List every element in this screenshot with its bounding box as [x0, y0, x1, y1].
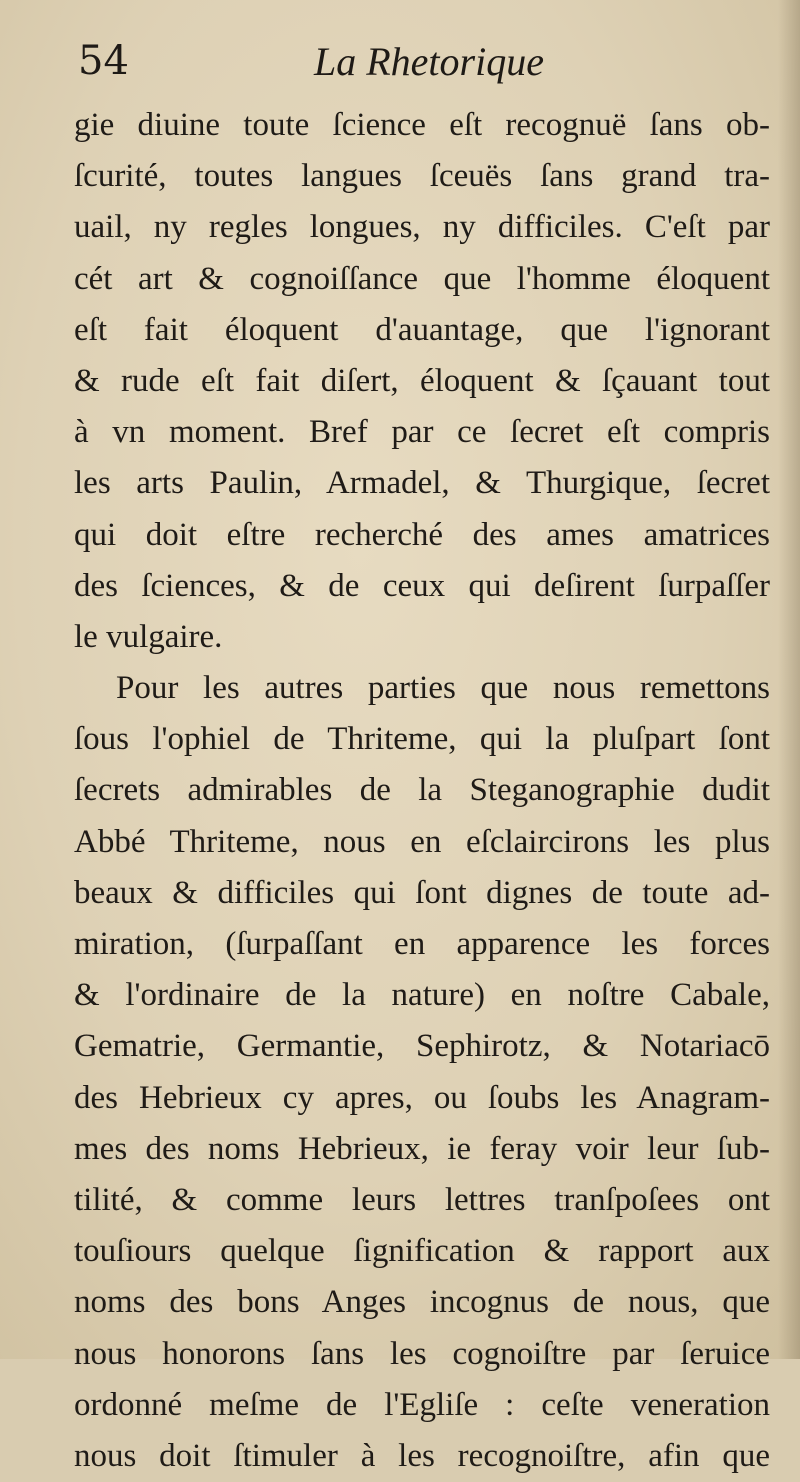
text-line: Gematrie, Germantie, Sephirotz, & Notariacō	[74, 1028, 770, 1065]
text-line: cét art & cognoiſſance que l'homme éloquent	[74, 260, 770, 297]
text-line-paragraph-start: Pour les autres parties que nous remettons	[116, 670, 770, 707]
text-line: & rude eſt fait diſert, éloquent & ſçauant tout	[74, 362, 770, 399]
text-line: nous doit ſtimuler à les recognoiſtre, afin que	[74, 1437, 770, 1474]
body-text	[74, 100, 770, 1482]
text-line: ſous l'ophiel de Thriteme, qui la pluſpart ſont	[74, 721, 770, 758]
page-number: 54	[78, 38, 129, 84]
text-line: mes des noms Hebrieux, ie feray voir leur ſub-	[74, 1130, 770, 1167]
page-header	[78, 38, 768, 98]
text-line: ordonné meſme de l'Egliſe : ceſte veneration	[74, 1386, 770, 1423]
text-line: tilité, & comme leurs lettres tranſpoſees ont	[74, 1181, 770, 1218]
running-title: La Rhetorique	[314, 39, 544, 84]
text-line: nous honorons ſans les cognoiſtre par ſeruice	[74, 1335, 770, 1372]
text-line: Abbé Thriteme, nous en eſclaircirons les plus	[74, 823, 770, 860]
text-line: qui doit eſtre recherché des ames amatrices	[74, 516, 770, 553]
text-line: gie diuine toute ſcience eſt recognuë ſans ob-	[74, 107, 770, 143]
text-line: des ſciences, & de ceux qui deſirent ſurpaſſer	[74, 567, 770, 604]
text-line: eſt fait éloquent d'auantage, que l'ignorant	[74, 311, 770, 348]
text-line: des Hebrieux cy apres, ou ſoubs les Anagram-	[74, 1079, 770, 1116]
text-line: les arts Paulin, Armadel, & Thurgique, ſecret	[74, 465, 770, 502]
text-line-paragraph-end: le vulgaire.	[74, 618, 223, 655]
text-line: uail, ny regles longues, ny difficiles. C'eſt par	[74, 209, 770, 246]
text-line: ſecrets admirables de la Steganographie dudit	[74, 772, 770, 809]
text-line: noms des bons Anges incognus de nous, que	[74, 1284, 770, 1321]
text-line: & l'ordinaire de la nature) en noſtre Cabale,	[74, 977, 770, 1014]
text-line: à vn moment. Bref par ce ſecret eſt compris	[74, 414, 770, 451]
text-line: miration, (ſurpaſſant en apparence les forces	[74, 926, 770, 962]
text-line: beaux & difficiles qui ſont dignes de toute ad-	[74, 874, 770, 911]
page-edge-shadow	[778, 0, 800, 1359]
text-line: ſcurité, toutes langues ſceuës ſans grand tra-	[74, 158, 770, 195]
text-line: touſiours quelque ſignification & rapport aux	[74, 1233, 770, 1270]
